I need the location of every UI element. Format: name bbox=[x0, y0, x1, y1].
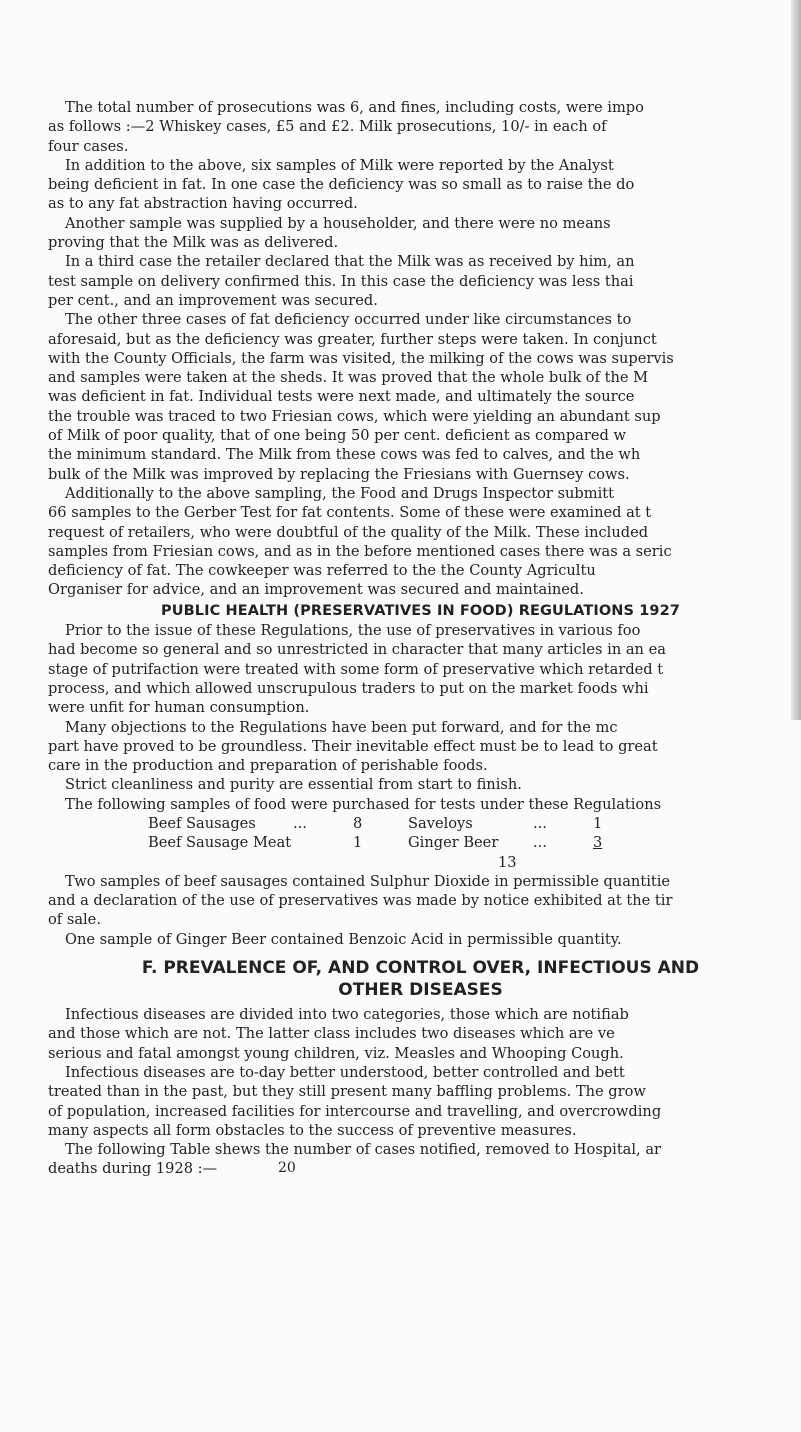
text-line: Prior to the issue of these Regulations, the use of preservatives in various foo bbox=[65, 622, 641, 640]
section-heading-line2: OTHER DISEASES bbox=[338, 980, 503, 1001]
text-line: Two samples of beef sausages contained Sulphur Dioxide in permissible quantitie bbox=[65, 872, 671, 890]
text-line: the trouble was traced to two Friesian cows, which were yielding an abundant sup bbox=[48, 407, 661, 425]
text-line: as follows :—2 Whiskey cases, £5 and £2. Milk prosecutions, 10/- in each of bbox=[48, 118, 607, 136]
sample-count: 1 bbox=[353, 834, 363, 852]
text-line: deficiency of fat. The cowkeeper was referred to the the County Agricultu bbox=[48, 562, 596, 580]
document-body bbox=[48, 98, 793, 1179]
text-line: of sale. bbox=[48, 911, 101, 929]
text-line: and samples were taken at the sheds. It was proved that the whole bulk of the M bbox=[48, 369, 649, 387]
prosecutions-section bbox=[48, 98, 793, 600]
text-line: 66 samples to the Gerber Test for fat contents. Some of these were examined at t bbox=[48, 504, 652, 522]
text-line: Organiser for advice, and an improvement was secured and maintained. bbox=[48, 581, 584, 599]
page-number: 20 bbox=[278, 1160, 296, 1176]
text-line: Additionally to the above sampling, the Food and Drugs Inspector submitt bbox=[65, 484, 615, 502]
text-line: care in the production and preparation of perishable foods. bbox=[48, 757, 488, 775]
text-line: In a third case the retailer declared that the Milk was as received by him, an bbox=[65, 253, 635, 271]
text-line: part have proved to be groundless. Their inevitable effect must be to lead to great bbox=[48, 737, 658, 755]
text-line: Another sample was supplied by a householder, and there were no means bbox=[65, 214, 611, 232]
regulations-heading: PUBLIC HEALTH (PRESERVATIVES IN FOOD) REGULATIONS 1927 bbox=[161, 602, 680, 619]
text-line: deaths during 1928 :— bbox=[48, 1160, 218, 1178]
text-line: In addition to the above, six samples of Milk were reported by the Analyst bbox=[65, 156, 614, 174]
text-line: The following Table shews the number of cases notified, removed to Hospital, ar bbox=[65, 1141, 662, 1159]
text-line: per cent., and an improvement was secured. bbox=[48, 291, 378, 309]
sample-item: Beef Sausage Meat bbox=[148, 834, 292, 852]
sample-count: 8 bbox=[353, 814, 363, 832]
text-line: proving that the Milk was as delivered. bbox=[48, 234, 339, 252]
text-line: serious and fatal amongst young children, viz. Measles and Whooping Cough. bbox=[48, 1044, 624, 1062]
text-line: of population, increased facilities for intercourse and travelling, and overcrowding bbox=[48, 1102, 662, 1120]
table-row bbox=[148, 833, 633, 852]
text-line: The following samples of food were purchased for tests under these Regulations bbox=[65, 795, 662, 813]
section-heading-line1: F. PREVALENCE OF, AND CONTROL OVER, INFECTIOUS AND bbox=[141, 958, 700, 979]
section-heading bbox=[48, 957, 793, 1001]
text-line: four cases. bbox=[48, 137, 129, 155]
text-line: with the County Officials, the farm was visited, the milking of the cows was supervis bbox=[48, 349, 674, 367]
text-line: Many objections to the Regulations have been put forward, and for the mc bbox=[65, 718, 618, 736]
text-line: the minimum standard. The Milk from these cows was fed to calves, and the wh bbox=[48, 446, 641, 464]
leader-dots bbox=[293, 833, 353, 852]
text-line: being deficient in fat. In one case the deficiency was so small as to raise the do bbox=[48, 176, 635, 194]
text-line: and a declaration of the use of preservatives was made by notice exhibited at the tir bbox=[48, 892, 673, 910]
text-line: Strict cleanliness and purity are essential from start to finish. bbox=[65, 776, 522, 794]
text-line: treated than in the past, but they still present many baffling problems. The grow bbox=[48, 1083, 646, 1101]
leader-dots: ... bbox=[533, 834, 547, 852]
text-line: Infectious diseases are divided into two categories, those which are notifiab bbox=[65, 1006, 629, 1024]
text-line: as to any fat abstraction having occurred. bbox=[48, 195, 358, 213]
text-line: aforesaid, but as the deficiency was greater, further steps were taken. In conjunct bbox=[48, 330, 657, 348]
text-line: of Milk of poor quality, that of one being 50 per cent. deficient as compared w bbox=[48, 427, 626, 445]
text-line: test sample on delivery confirmed this. In this case the deficiency was less thai bbox=[48, 272, 634, 290]
text-line: were unfit for human consumption. bbox=[48, 699, 310, 717]
sample-item: Saveloys bbox=[408, 814, 473, 832]
text-line: had become so general and so unrestricted in character that many articles in an ea bbox=[48, 641, 666, 659]
text-line: process, and which allowed unscrupulous traders to put on the market foods whi bbox=[48, 679, 649, 697]
text-line: bulk of the Milk was improved by replacing the Friesians with Guernsey cows. bbox=[48, 465, 630, 483]
text-line: request of retailers, who were doubtful of the quality of the Milk. These included bbox=[48, 523, 649, 541]
text-line: was deficient in fat. Individual tests were next made, and ultimately the source bbox=[48, 388, 635, 406]
preservatives-findings bbox=[48, 872, 793, 949]
regulations-section bbox=[48, 621, 793, 814]
infectious-diseases-section bbox=[48, 1005, 793, 1179]
table-row bbox=[148, 814, 633, 833]
samples-total-row bbox=[48, 853, 793, 872]
text-line: and those which are not. The latter class includes two diseases which are ve bbox=[48, 1025, 615, 1043]
samples-table bbox=[148, 814, 633, 853]
sample-count: 3 bbox=[593, 834, 603, 852]
text-line: stage of putrifaction were treated with some form of preservative which retarded t bbox=[48, 660, 664, 678]
sample-count: 1 bbox=[593, 814, 603, 832]
sample-item: Beef Sausages bbox=[148, 814, 256, 832]
text-line: samples from Friesian cows, and as in the before mentioned cases there was a seric bbox=[48, 542, 672, 560]
samples-total: 13 bbox=[498, 853, 517, 871]
sample-item: Ginger Beer bbox=[408, 834, 499, 852]
text-line: The other three cases of fat deficiency occurred under like circumstances to bbox=[65, 311, 632, 329]
text-line: The total number of prosecutions was 6, and fines, including costs, were impo bbox=[65, 99, 644, 116]
text-line: One sample of Ginger Beer contained Benzoic Acid in permissible quantity. bbox=[65, 930, 622, 948]
leader-dots: ... bbox=[293, 814, 307, 832]
leader-dots: ... bbox=[533, 814, 547, 832]
text-line: Infectious diseases are to-day better understood, better controlled and bett bbox=[65, 1063, 625, 1081]
text-line: many aspects all form obstacles to the success of preventive measures. bbox=[48, 1121, 577, 1139]
